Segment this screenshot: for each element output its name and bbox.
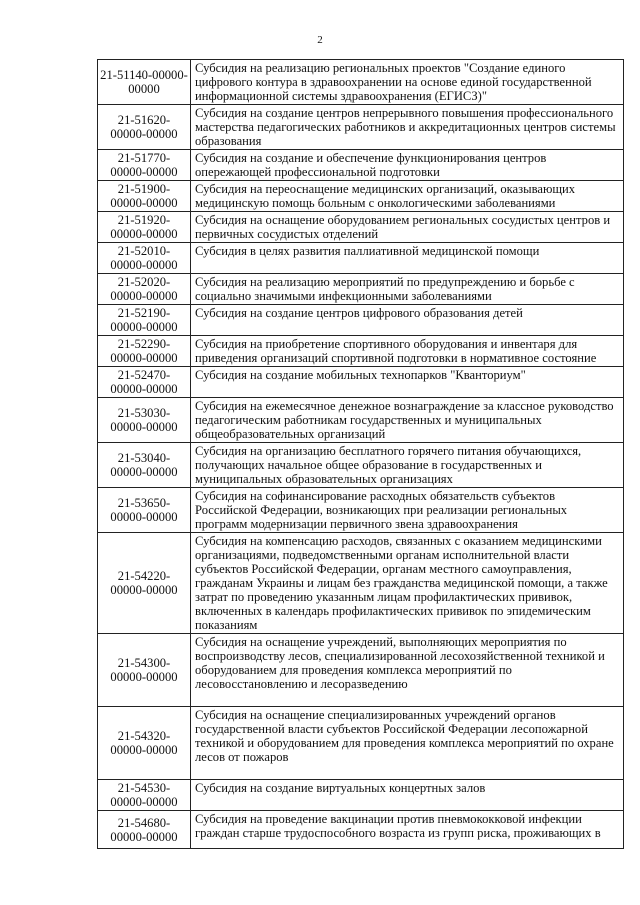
budget-code-cell: 21-53030-00000-00000 (98, 398, 191, 443)
budget-code-cell: 21-51140-00000-00000 (98, 60, 191, 105)
budget-code-cell: 21-54220-00000-00000 (98, 533, 191, 634)
budget-code-cell: 21-54320-00000-00000 (98, 707, 191, 780)
budget-code-cell: 21-52290-00000-00000 (98, 336, 191, 367)
budget-code-cell: 21-51920-00000-00000 (98, 212, 191, 243)
table-row (98, 336, 624, 367)
subsidy-description-cell: Субсидия на создание центров непрерывного повышения профессионального мастерства педагогических работников и аккредитационных центров системы образования (191, 105, 624, 150)
subsidy-description-cell: Субсидия на организацию бесплатного горячего питания обучающихся, получающих начальное общее образование в государственных и муниципальных образовательных организациях (191, 443, 624, 488)
subsidy-description-cell: Субсидия на оснащение специализированных учреждений органов государственной власти субъектов Российской Федерации лесопожарной техникой и оборудованием для проведения комплекса мероприятий по охране лесов от пожаров (191, 707, 624, 780)
subsidy-code-table (97, 59, 624, 849)
subsidy-description-cell: Субсидия на оснащение учреждений, выполняющих мероприятия по воспроизводству лесов, специализированной лесохозяйственной техникой и оборудованием для проведения комплекса мероприятий по лесовосстановлению и лесоразведению (191, 634, 624, 707)
budget-code-cell: 21-52020-00000-00000 (98, 274, 191, 305)
budget-code-cell: 21-53040-00000-00000 (98, 443, 191, 488)
table-row (98, 150, 624, 181)
table-row (98, 533, 624, 634)
table-row (98, 305, 624, 336)
subsidy-description-cell: Субсидия на софинансирование расходных обязательств субъектов Российской Федерации, возникающих при реализации региональных программ модернизации первичного звена здравоохранения (191, 488, 624, 533)
table-row (98, 811, 624, 849)
subsidy-description-cell: Субсидия на создание и обеспечение функционирования центров опережающей профессиональной подготовки (191, 150, 624, 181)
budget-code-cell: 21-52470-00000-00000 (98, 367, 191, 398)
subsidy-description-cell: Субсидия на реализацию мероприятий по предупреждению и борьбе с социально значимыми инфекционными заболеваниями (191, 274, 624, 305)
subsidy-description-cell: Субсидия на создание мобильных технопарков "Кванториум" (191, 367, 624, 398)
subsidy-description-cell: Субсидия на создание виртуальных концертных залов (191, 780, 624, 811)
budget-code-cell: 21-54530-00000-00000 (98, 780, 191, 811)
table-row (98, 488, 624, 533)
subsidy-description-cell: Субсидия на компенсацию расходов, связанных с оказанием медицинскими организациями, подведомственными органам исполнительной власти субъектов Российской Федерации, органам местного самоуправления, гражданам Украины и лицам без гражданства медицинской помощи, а также затрат по проведению указанным лицам профилактических прививок, включенных в календарь профилактических прививок по эпидемическим показаниям (191, 533, 624, 634)
subsidy-description-cell: Субсидия на создание центров цифрового образования детей (191, 305, 624, 336)
table-row (98, 634, 624, 707)
table-row (98, 443, 624, 488)
table-row (98, 780, 624, 811)
budget-code-cell: 21-53650-00000-00000 (98, 488, 191, 533)
subsidy-description-cell: Субсидия на проведение вакцинации против пневмококковой инфекции граждан старше трудоспособного возраста из групп риска, проживающих в (191, 811, 624, 849)
table-row (98, 181, 624, 212)
subsidy-description-cell: Субсидия на реализацию региональных проектов "Создание единого цифрового контура в здравоохранении на основе единой государственной информационной системы здравоохранения (ЕГИСЗ)" (191, 60, 624, 105)
table-row (98, 105, 624, 150)
table-row (98, 243, 624, 274)
subsidy-description-cell: Субсидия на переоснащение медицинских организаций, оказывающих медицинскую помощь больным с онкологическими заболеваниями (191, 181, 624, 212)
table-row (98, 707, 624, 780)
budget-code-cell: 21-51770-00000-00000 (98, 150, 191, 181)
budget-code-cell: 21-54680-00000-00000 (98, 811, 191, 849)
subsidy-description-cell: Субсидия на оснащение оборудованием региональных сосудистых центров и первичных сосудистых отделений (191, 212, 624, 243)
table-row (98, 274, 624, 305)
budget-code-cell: 21-54300-00000-00000 (98, 634, 191, 707)
table-row (98, 367, 624, 398)
budget-code-cell: 21-51620-00000-00000 (98, 105, 191, 150)
subsidy-description-cell: Субсидия в целях развития паллиативной медицинской помощи (191, 243, 624, 274)
table-row (98, 398, 624, 443)
table-row (98, 60, 624, 105)
budget-code-cell: 21-52010-00000-00000 (98, 243, 191, 274)
table-row (98, 212, 624, 243)
subsidy-description-cell: Субсидия на ежемесячное денежное вознаграждение за классное руководство педагогическим работникам государственных и муниципальных общеобразовательных организаций (191, 398, 624, 443)
budget-code-cell: 21-51900-00000-00000 (98, 181, 191, 212)
page-number: 2 (317, 34, 323, 46)
budget-code-cell: 21-52190-00000-00000 (98, 305, 191, 336)
subsidy-description-cell: Субсидия на приобретение спортивного оборудования и инвентаря для приведения организаций спортивной подготовки в нормативное состояние (191, 336, 624, 367)
